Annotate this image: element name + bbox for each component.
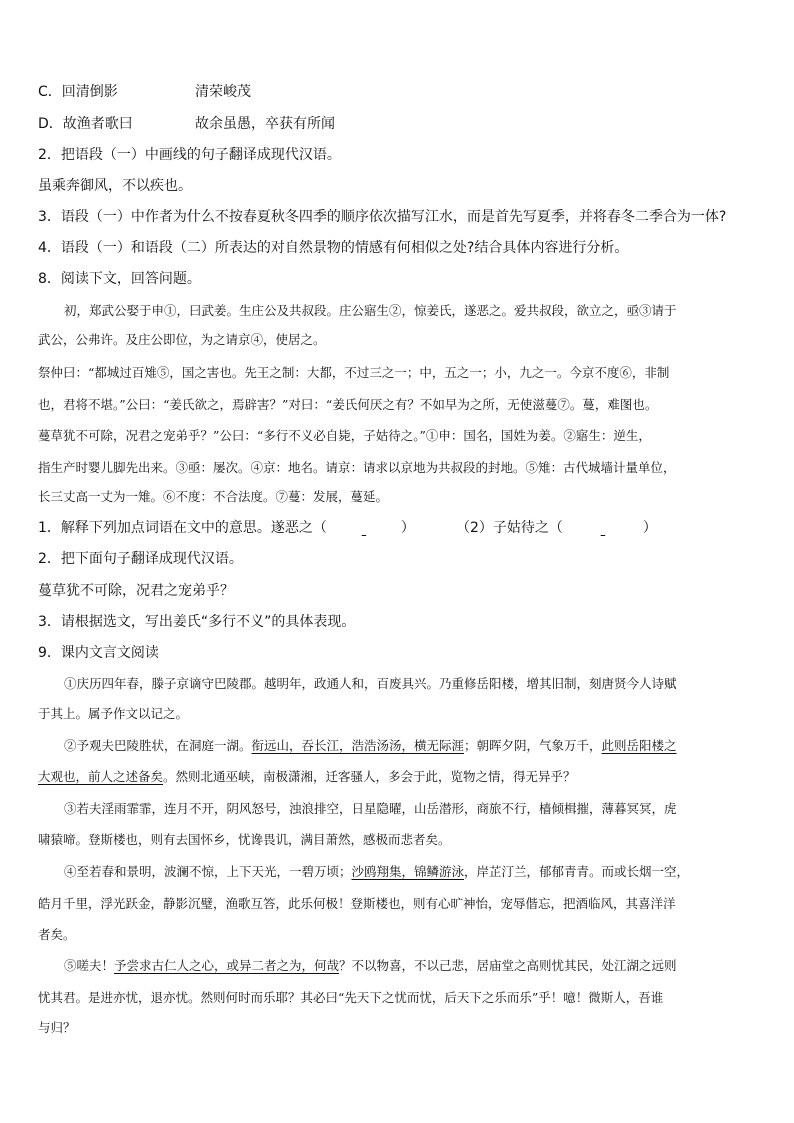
passage-line: 忧其君。是进亦忧，退亦忧。然则何时而乐耶？其必曰“先天下之忧而忧，后天下之乐而乐”乎！噫！微斯人，吾谁	[38, 990, 664, 1005]
passage-line: 祭仲曰：“都城过百雉⑤，国之害也。先王之制：大都，不过三之一；中，五之一；小，九之一。今京不度⑥，非制	[38, 365, 670, 380]
passage-line: 啸猿啼。登斯楼也，则有去国怀乡，忧谗畏讥，满目萧然，感极而悲者矣。	[38, 832, 451, 847]
passage-line: 也，君将不堪。”公曰：“姜氏欲之，焉辟害？”对曰：“姜氏何厌之有？不如早为之所，无使滋蔓⑦。蔓，难图也。	[38, 397, 658, 412]
underlined-sentence: 沙鸥翔集，锦鳞游泳	[351, 864, 465, 879]
option-d-text: 故余虽愚，卒获有所闻	[195, 116, 335, 132]
section-8-question-3: 3．请根据选文，写出姜氏“多行不义”的具体表现。	[38, 614, 356, 630]
passage-line: 指生产时婴儿脚先出来。③亟：屡次。④京：地名。请京：请求以京地为共叔段的封地。⑤雉：古代城墙计量单位，	[38, 460, 676, 475]
passage-line: ①庆历四年春，滕子京谪守巴陵郡。越明年，政通人和，百废具兴。乃重修岳阳楼，增其旧制，刻唐贤今人诗赋	[64, 676, 677, 691]
passage-line: 与归？	[38, 1020, 76, 1035]
section-8-question-1	[38, 518, 657, 538]
text-segment: ②予观夫巴陵胜状，在洞庭一湖。	[64, 738, 252, 753]
text-segment: ？不以物喜，不以己悲，居庙堂之高则忧其民，处江湖之远则	[339, 958, 677, 973]
q1-part-2: （2）子姑待之（	[456, 520, 563, 536]
passage-line: 蔓草犹不可除，况君之宠弟乎？”公曰：“多行不义必自毙，子姑待之。”①申：国名，国姓为姜。②寤生：逆生，	[38, 428, 651, 443]
section-9-title: 9．课内文言文阅读	[38, 645, 159, 661]
underlined-sentence: 大观也，前人之述备矣	[38, 769, 164, 784]
option-d-label: D．故渔者歌曰	[38, 116, 133, 132]
q1-part-1: 1．解释下列加点词语在文中的意思。遂恶之（	[38, 520, 327, 536]
passage-line	[64, 956, 677, 976]
passage-line	[64, 736, 677, 756]
blank-close: ）	[642, 520, 657, 536]
answer-blank[interactable]	[327, 518, 401, 538]
passage-line: 于其上。属予作文以记之。	[38, 706, 189, 721]
answer-blank[interactable]	[563, 518, 643, 538]
passage-line: 初，郑武公娶于申①，曰武姜。生庄公及共叔段。庄公寤生②，惊姜氏，遂恶之。爱共叔段，欲立之，亟③请于	[64, 303, 677, 318]
question-3: 3．语段（一）中作者为什么不按春夏秋冬四季的顺序依次描写江水，而是首先写夏季，并将春冬二季合为一体?	[38, 209, 727, 225]
passage-line	[38, 767, 576, 787]
passage-line: 长三丈高一丈为一雉。⑥不度：不合法度。⑦蔓：发展，蔓延。	[38, 489, 389, 504]
underlined-sentence: 此则岳阳楼之	[601, 738, 677, 753]
passage-line	[64, 862, 689, 882]
passage-line: 皓月千里，浮光跃金，静影沉璧，渔歌互答，此乐何极！登斯楼也，则有心旷神怡，宠辱偕忘，把酒临风，其喜洋洋	[38, 896, 676, 911]
underlined-sentence: 予尝求古仁人之心，或异二者之为，何哉	[114, 958, 340, 973]
blank-close: ）	[400, 520, 415, 536]
question-2: 2．把语段（一）中画线的句子翻译成现代汉语。	[38, 147, 341, 163]
question-4: 4．语段（一）和语段（二）所表达的对自然景物的情感有何相似之处?结合具体内容进行分析。	[38, 240, 629, 256]
text-segment: ；朝晖夕阴，气象万千，	[464, 738, 602, 753]
section-8-question-2-sentence: 蔓草犹不可除，况君之宠弟乎？	[38, 583, 234, 599]
passage-line: 武公，公弗许。及庄公即位，为之请京④，使居之。	[38, 332, 326, 347]
text-segment: ④至若春和景明，波澜不惊，上下天光，一碧万顷；	[64, 864, 352, 879]
option-c-label: C．回清倒影	[38, 84, 118, 100]
section-8-question-2: 2．把下面句子翻译成现代汉语。	[38, 551, 243, 567]
passage-line: 者矣。	[38, 927, 76, 942]
text-segment: ⑤嗟夫！	[64, 958, 115, 973]
option-d	[38, 114, 335, 134]
passage-line: ③若夫淫雨霏霏，连月不开，阴风怒号，浊浪排空，日星隐曜，山岳潜形，商旅不行，樯倾楫摧，薄暮冥冥，虎	[64, 801, 677, 816]
option-c-text: 清荣峻茂	[195, 84, 251, 100]
underlined-sentence: 衔远山，吞长江，浩浩汤汤，横无际涯	[251, 738, 465, 753]
section-8-title: 8．阅读下文，回答问题。	[38, 271, 201, 287]
text-segment: ，岸芷汀兰，郁郁青青。而或长烟一空，	[464, 864, 690, 879]
text-segment: 。然则北通巫峡，南极潇湘，迁客骚人，多会于此，览物之情，得无异乎？	[163, 769, 576, 784]
option-c	[38, 82, 251, 102]
question-2-sentence: 虽乘奔御风，不以疾也。	[38, 178, 192, 194]
